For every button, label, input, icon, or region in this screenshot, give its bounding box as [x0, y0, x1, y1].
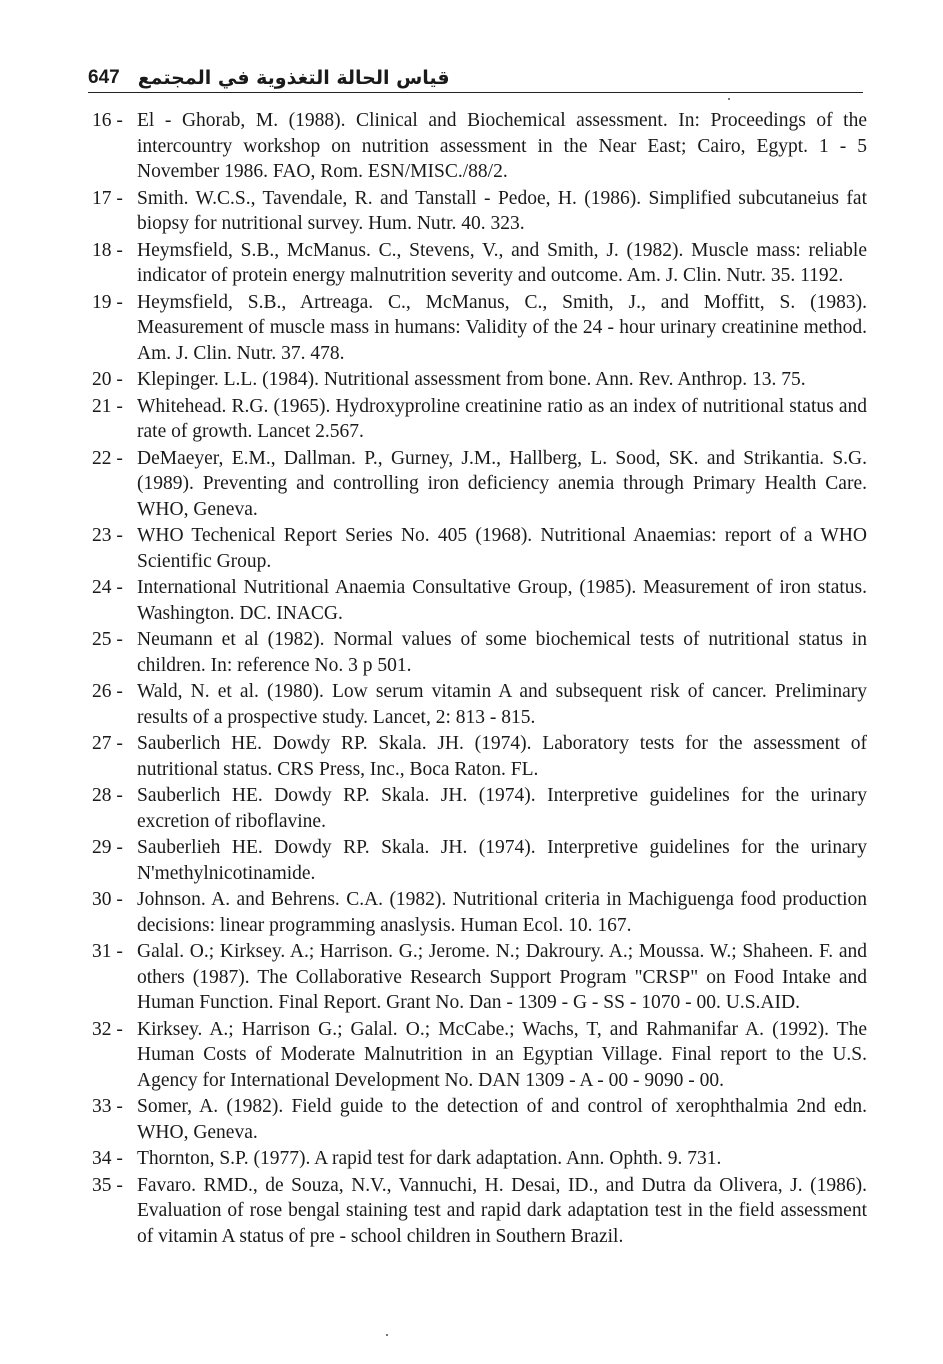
reference-number: 33 -: [92, 1096, 123, 1117]
reference-entry: [92, 394, 867, 445]
reference-entry: [92, 1146, 867, 1172]
reference-number: 34 -: [92, 1148, 123, 1169]
reference-text: Johnson. A. and Behrens. C.A. (1982). Nutritional criteria in Machiguenga food production decisions: linear programming anaslysis. Human Ecol. 10. 167.: [137, 889, 867, 936]
page-number: 647: [88, 67, 120, 88]
reference-number: 20 -: [92, 369, 123, 390]
reference-text: Sauberlich HE. Dowdy RP. Skala. JH. (1974). Interpretive guidelines for the urinary excretion of riboflavine.: [137, 785, 867, 832]
reference-number: 32 -: [92, 1018, 123, 1040]
reference-text: Klepinger. L.L. (1984). Nutritional assessment from bone. Ann. Rev. Anthrop. 13. 75.: [137, 369, 806, 390]
reference-number: 24 -: [92, 577, 123, 598]
reference-number: 27 -: [92, 733, 123, 754]
reference-number: 19 -: [92, 291, 123, 313]
reference-text: Sauberlich HE. Dowdy RP. Skala. JH. (1974). Laboratory tests for the assessment of nutritional status. CRS Press, Inc., Boca Raton. FL.: [137, 733, 867, 780]
scan-speck: [386, 1334, 388, 1336]
reference-text: Kirksey. A.; Harrison G.; Galal. O.; McCabe.; Wachs, T, and Rahmanifar A. (1992). The Human Costs of Moderate Malnutrition in an Egyptian Village. Final report to the U.S. Agency for International Development No. DAN 1309 - A - 00 - 9090 - 00.: [137, 1018, 867, 1091]
reference-entry: [92, 446, 867, 523]
reference-entry: [92, 523, 867, 574]
reference-text: Galal. O.; Kirksey. A.; Harrison. G.; Jerome. N.; Dakroury. A.; Moussa. W.; Shaheen. F. and others (1987). The Collaborative Research Support Program "CRSP" on Food Intake and Human Function. Final Report. Grant No. Dan - 1309 - G - SS - 1070 - 00. U.S.AID.: [137, 941, 867, 1013]
reference-number: 26 -: [92, 681, 123, 702]
reference-text: Neumann et al (1982). Normal values of some biochemical tests of nutritional status in children. In: reference No. 3 p 501.: [137, 629, 867, 676]
reference-number: 31 -: [92, 941, 123, 962]
reference-text: Sauberlieh HE. Dowdy RP. Skala. JH. (1974). Interpretive guidelines for the urinary N'methylnicotinamide.: [137, 837, 867, 884]
reference-number: 30 -: [92, 889, 123, 910]
reference-list: [92, 108, 867, 1250]
reference-entry: [92, 290, 867, 367]
reference-entry: [92, 627, 867, 678]
reference-number: 17 -: [92, 187, 123, 209]
reference-entry: [92, 1017, 867, 1094]
page-header: [88, 62, 863, 93]
reference-number: 35 -: [92, 1174, 123, 1196]
reference-number: 22 -: [92, 447, 123, 469]
reference-entry: [92, 731, 867, 782]
reference-number: 29 -: [92, 837, 123, 858]
reference-text: Wald, N. et al. (1980). Low serum vitamin A and subsequent risk of cancer. Preliminary results of a prospective study. Lancet, 2: 813 - 815.: [137, 681, 867, 728]
reference-text: Whitehead. R.G. (1965). Hydroxyproline creatinine ratio as an index of nutritional status and rate of growth. Lancet 2.567.: [137, 395, 867, 442]
scan-speck: [728, 98, 730, 100]
reference-text: Somer, A. (1982). Field guide to the detection of and control of xerophthalmia 2nd edn. WHO, Geneva.: [137, 1096, 867, 1143]
reference-text: Heymsfield, S.B., Artreaga. C., McManus, C., Smith, J., and Moffitt, S. (1983). Measurement of muscle mass in humans: Validity of the 24 - hour urinary creatinine method. Am. J. Clin. Nutr. 37. 478.: [137, 291, 867, 364]
reference-number: 28 -: [92, 785, 123, 806]
reference-text: El - Ghorab, M. (1988). Clinical and Biochemical assessment. In: Proceedings of the intercountry workshop on nutrition assessment in the Near East; Cairo, Egypt. 1 - 5 November 1986. FAO, Rom. ESN/MISC./88/2.: [137, 110, 867, 182]
running-title: قياس الحالة التغذوية في المجتمع: [137, 67, 450, 89]
reference-entry: [92, 1094, 867, 1145]
reference-entry: [92, 835, 867, 886]
reference-entry: [92, 367, 867, 393]
reference-entry: [92, 783, 867, 834]
reference-text: Favaro. RMD., de Souza, N.V., Vannuchi, H. Desai, ID., and Dutra da Olivera, J. (1986). Evaluation of rose bengal staining test and rapid dark adaptation test in the field assessment of vitamin A status of pre - school children in Southern Brazil.: [137, 1174, 867, 1247]
reference-text: DeMaeyer, E.M., Dallman. P., Gurney, J.M., Hallberg, L. Sood, SK. and Strikantia. S.G. (1989). Preventing and controlling iron deficiency anemia through Primary Health Care. WHO, Geneva.: [137, 447, 867, 520]
reference-number: 25 -: [92, 629, 123, 650]
reference-number: 21 -: [92, 395, 123, 417]
reference-entry: [92, 939, 867, 1016]
reference-number: 23 -: [92, 525, 123, 546]
reference-text: Heymsfield, S.B., McManus. C., Stevens, V., and Smith, J. (1982). Muscle mass: reliable indicator of protein energy malnutrition severity and outcome. Am. J. Clin. Nutr. 35. 1192.: [137, 239, 867, 286]
reference-entry: [92, 887, 867, 938]
reference-number: 16 -: [92, 110, 123, 131]
reference-text: Thornton, S.P. (1977). A rapid test for dark adaptation. Ann. Ophth. 9. 731.: [137, 1148, 722, 1169]
reference-entry: [92, 108, 867, 185]
reference-entry: [92, 575, 867, 626]
reference-text: International Nutritional Anaemia Consultative Group, (1985). Measurement of iron status. Washington. DC. INACG.: [137, 577, 867, 624]
reference-entry: [92, 1173, 867, 1250]
reference-text: WHO Techenical Report Series No. 405 (1968). Nutritional Anaemias: report of a WHO Scientific Group.: [137, 525, 867, 572]
reference-entry: [92, 238, 867, 289]
reference-text: Smith. W.C.S., Tavendale, R. and Tanstall - Pedoe, H. (1986). Simplified subcutaneius fat biopsy for nutritional survey. Hum. Nutr. 40. 323.: [137, 187, 867, 234]
reference-number: 18 -: [92, 239, 123, 261]
reference-entry: [92, 679, 867, 730]
reference-entry: [92, 186, 867, 237]
